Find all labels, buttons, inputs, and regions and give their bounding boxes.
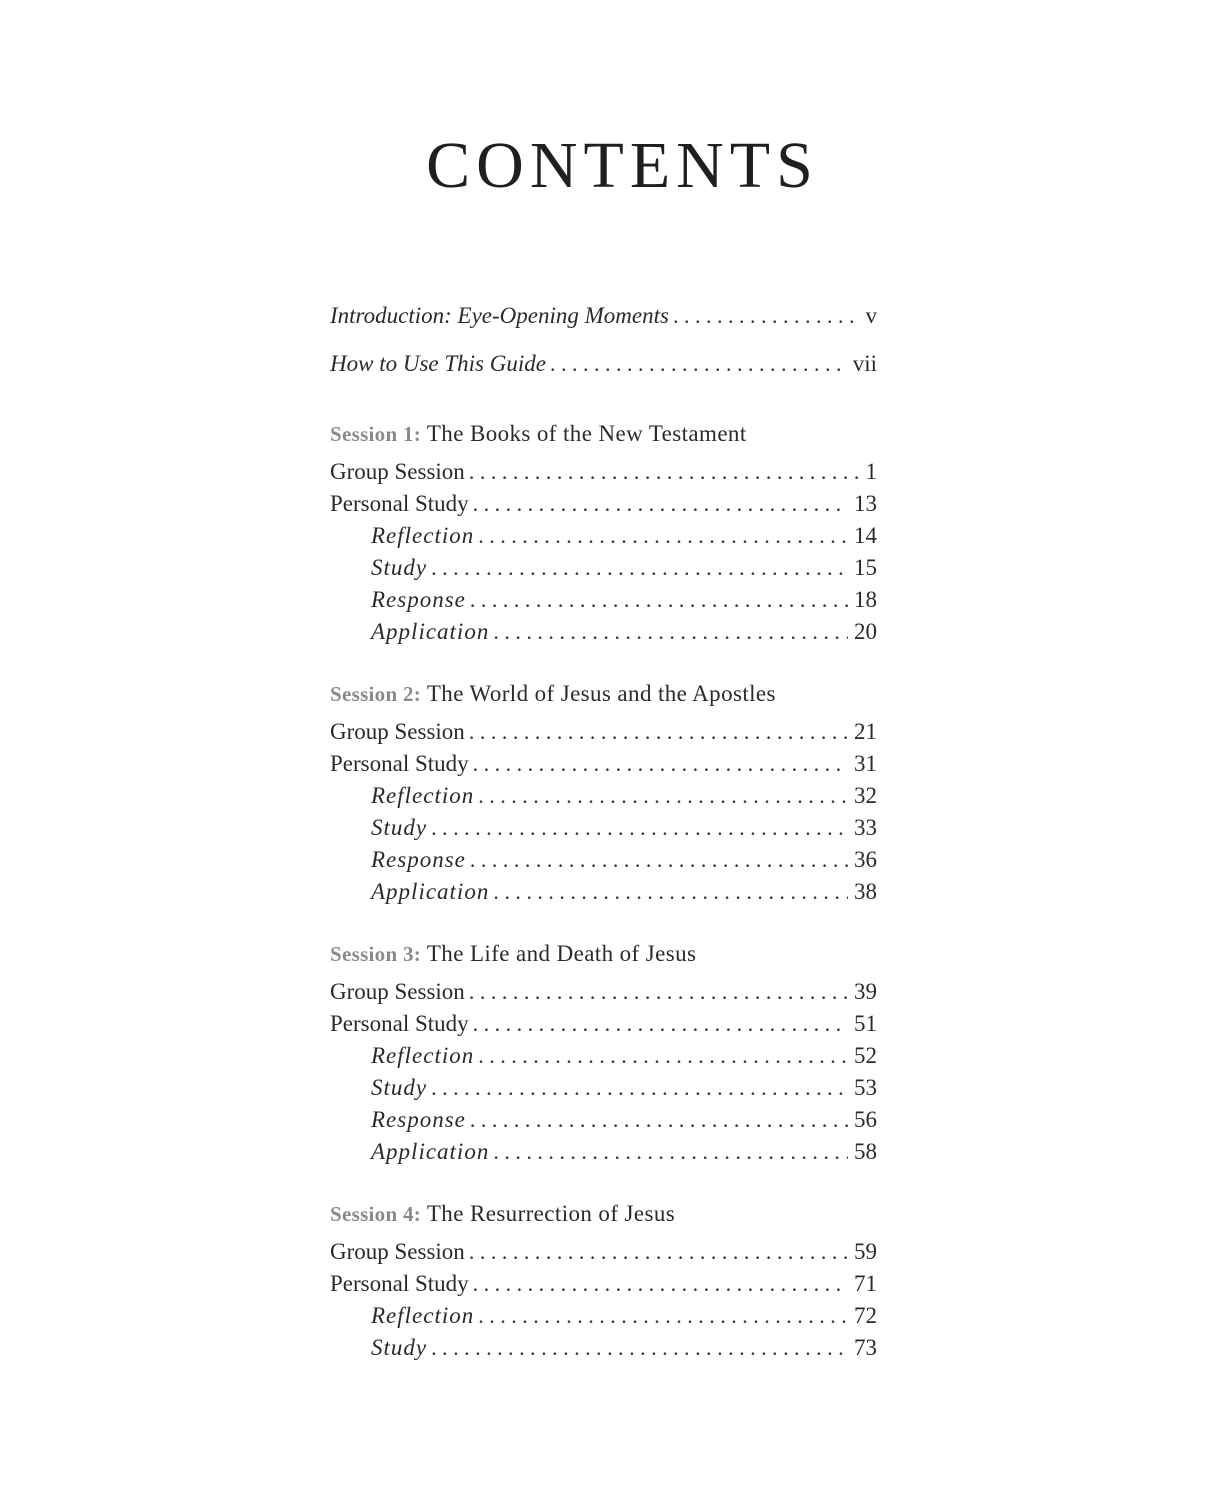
toc-entry-personal-study[interactable] <box>330 1268 877 1300</box>
session-number: Session 4: <box>330 1202 422 1226</box>
dot-leader <box>469 1236 848 1268</box>
toc-entry-page: 18 <box>854 587 877 612</box>
dot-leader <box>473 748 848 780</box>
dot-leader <box>478 1040 848 1072</box>
dot-leader <box>470 584 848 616</box>
toc-entry-label: Group Session <box>330 1239 465 1264</box>
toc-entry-group-session[interactable] <box>330 976 877 1008</box>
toc-entry-page: 31 <box>854 751 877 776</box>
session-2 <box>330 678 877 908</box>
toc-entry-label: Reflection <box>371 1043 475 1068</box>
toc-entry-reflection[interactable] <box>330 780 877 812</box>
toc-entry-label: Response <box>371 1107 466 1132</box>
toc-entry-page: 73 <box>854 1335 877 1360</box>
toc-entry-study[interactable] <box>330 812 877 844</box>
session-number: Session 2: <box>330 682 422 706</box>
page-title: CONTENTS <box>426 129 819 202</box>
dot-leader <box>469 716 848 748</box>
toc-entry-page: 58 <box>854 1139 877 1164</box>
toc-entry-response[interactable] <box>330 1104 877 1136</box>
session-number: Session 1: <box>330 422 422 446</box>
toc-entry-page: 13 <box>854 491 877 516</box>
toc-entry-label: Reflection <box>371 783 475 808</box>
session-4 <box>330 1198 877 1364</box>
toc-entry-label: Study <box>371 815 428 840</box>
dot-leader <box>473 488 848 520</box>
toc-entry-personal-study[interactable] <box>330 488 877 520</box>
toc-entry-label: Application <box>371 1139 490 1164</box>
toc-entry-group-session[interactable] <box>330 1236 877 1268</box>
session-1 <box>330 418 877 648</box>
dot-leader <box>493 616 848 648</box>
toc-entry-label: Application <box>371 879 490 904</box>
toc-entry-label: Study <box>371 555 428 580</box>
toc-entry-application[interactable] <box>330 876 877 908</box>
dot-leader <box>431 812 848 844</box>
toc-entry-group-session[interactable] <box>330 456 877 488</box>
toc-entry-page: 56 <box>854 1107 877 1132</box>
toc-entry-page: 32 <box>854 783 877 808</box>
dot-leader <box>431 552 848 584</box>
session-title: The Life and Death of Jesus <box>426 941 697 966</box>
toc-entry-label: Reflection <box>371 1303 475 1328</box>
toc-entry-application[interactable] <box>330 1136 877 1168</box>
dot-leader <box>493 876 848 908</box>
dot-leader <box>550 340 847 388</box>
dot-leader <box>478 780 848 812</box>
dot-leader <box>478 1300 848 1332</box>
toc-entry-page: 53 <box>854 1075 877 1100</box>
toc-entry-response[interactable] <box>330 584 877 616</box>
toc-entry-label: Response <box>371 847 466 872</box>
dot-leader <box>473 1008 848 1040</box>
toc-entry-reflection[interactable] <box>330 520 877 552</box>
toc-entry-page: 71 <box>854 1271 877 1296</box>
toc-entry-label: Personal Study <box>330 1271 469 1296</box>
session-heading <box>330 938 877 970</box>
toc-entry-label: Personal Study <box>330 1011 469 1036</box>
toc-entry-label: Study <box>371 1335 428 1360</box>
toc-entry-label: Introduction: Eye-Opening Moments <box>330 303 669 328</box>
session-title: The World of Jesus and the Apostles <box>426 681 776 706</box>
toc-entry-page: 14 <box>854 523 877 548</box>
session-heading <box>330 678 877 710</box>
toc-entry-page: 59 <box>854 1239 877 1264</box>
toc-entry-page: 1 <box>865 459 877 484</box>
toc-entry-reflection[interactable] <box>330 1300 877 1332</box>
toc-entry-page: 51 <box>854 1011 877 1036</box>
toc-entry-page: 33 <box>854 815 877 840</box>
toc-entry-label: How to Use This Guide <box>330 351 546 376</box>
toc-entry-personal-study[interactable] <box>330 1008 877 1040</box>
toc-entry-label: Response <box>371 587 466 612</box>
dot-leader <box>473 1268 848 1300</box>
dot-leader <box>470 844 848 876</box>
dot-leader <box>469 456 860 488</box>
dot-leader <box>478 520 848 552</box>
dot-leader <box>431 1072 848 1104</box>
toc-entry-personal-study[interactable] <box>330 748 877 780</box>
toc-entry-label: Reflection <box>371 523 475 548</box>
toc-entry-introduction[interactable] <box>330 292 877 340</box>
toc-entry-study[interactable] <box>330 1332 877 1364</box>
session-number: Session 3: <box>330 942 422 966</box>
dot-leader <box>469 976 848 1008</box>
toc-entry-page: 52 <box>854 1043 877 1068</box>
toc-entry-label: Personal Study <box>330 751 469 776</box>
dot-leader <box>673 292 860 340</box>
session-title: The Books of the New Testament <box>426 421 747 446</box>
toc-entry-page: 21 <box>854 719 877 744</box>
toc-entry-page: 36 <box>854 847 877 872</box>
toc-entry-response[interactable] <box>330 844 877 876</box>
session-title: The Resurrection of Jesus <box>426 1201 676 1226</box>
session-heading <box>330 418 877 450</box>
toc-entry-label: Personal Study <box>330 491 469 516</box>
toc-entry-group-session[interactable] <box>330 716 877 748</box>
toc-entry-page: 39 <box>854 979 877 1004</box>
toc-entry-label: Group Session <box>330 719 465 744</box>
toc-entry-page: 38 <box>854 879 877 904</box>
table-of-contents <box>330 292 877 1364</box>
toc-entry-label: Group Session <box>330 979 465 1004</box>
toc-entry-label: Study <box>371 1075 428 1100</box>
toc-entry-label: Group Session <box>330 459 465 484</box>
dot-leader <box>493 1136 848 1168</box>
toc-entry-reflection[interactable] <box>330 1040 877 1072</box>
session-heading <box>330 1198 877 1230</box>
toc-entry-study[interactable] <box>330 1072 877 1104</box>
toc-entry-page: vii <box>852 351 877 376</box>
toc-entry-label: Application <box>371 619 490 644</box>
dot-leader <box>470 1104 848 1136</box>
toc-entry-page: 15 <box>854 555 877 580</box>
session-3 <box>330 938 877 1168</box>
toc-entry-how-to-use[interactable] <box>330 340 877 388</box>
toc-entry-page: v <box>865 303 877 328</box>
toc-entry-study[interactable] <box>330 552 877 584</box>
toc-entry-page: 20 <box>854 619 877 644</box>
dot-leader <box>431 1332 848 1364</box>
toc-entry-page: 72 <box>854 1303 877 1328</box>
toc-entry-application[interactable] <box>330 616 877 648</box>
